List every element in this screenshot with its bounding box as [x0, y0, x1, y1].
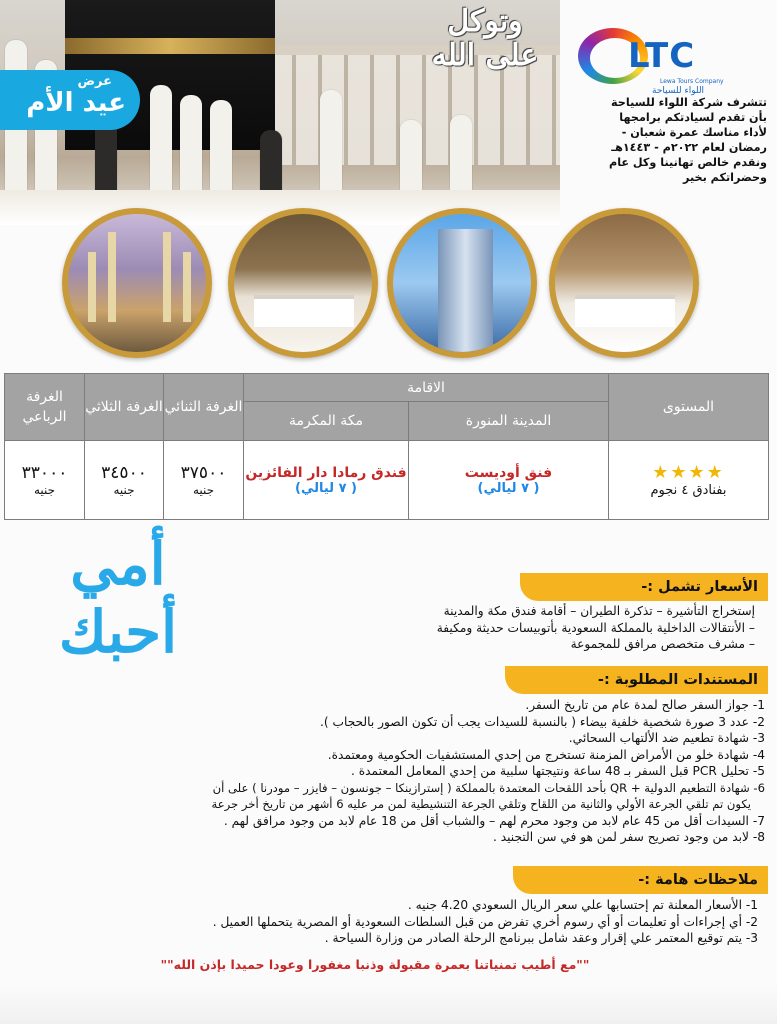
list-item: 6- شهادة التطعيم الدولية + QR بأحد اللقحات المعتمدة بالمملكة ( إسترازينكا – جونسون – فايزر – مودرنا ) على أن — [212, 780, 765, 795]
cell-madinah-hotel: فنق أوديست ( ٧ ليالي) — [409, 441, 609, 520]
photo-hotel-tower — [387, 208, 537, 358]
section-title-includes: الأسعار تشمل :- — [520, 573, 768, 601]
list-item: 4- شهادة خلو من الأمراض المزمنة تستخرج من إحدي المستشفيات الحكومية ومعتمدة. — [327, 747, 765, 762]
company-logo — [570, 20, 724, 96]
list-item: 1- جواز السفر صالح لمدة عام من تاريخ السفر. — [525, 698, 765, 712]
list-item: – الأنتقالات الداخلية بالمملكة السعودية بأتوبيسات حديثة ومكيفة — [436, 620, 755, 635]
list-item: 2- عدد 3 صورة شخصية خلفية بيضاء ( بالنسبة للسيدات يجب أن تكون الصور بالحجاب ). — [320, 714, 765, 729]
list-item: 5- تحليل PCR قبل السفر بـ 48 ساعة ونتيجتها سلبية من إحدي المعامل المعتمدة . — [351, 764, 765, 778]
pilgrim — [210, 100, 232, 195]
section-title-notes: ملاحظات هامة :- — [513, 866, 768, 894]
photo-hotel-room — [228, 208, 378, 358]
list-item: 7- السيدات أقل من 45 عام لابد من وجود محرم لهم – والشباب أقل من 18 عام لابد من وجود مرافق لهم . — [223, 813, 765, 828]
documents-list — [0, 697, 765, 846]
header-madinah: المدينة المنورة — [409, 402, 609, 441]
list-item: 3- شهادة تطعيم ضد الألتهاب السحائي. — [568, 731, 765, 745]
mothers-day-badge — [0, 70, 140, 130]
table-row — [5, 441, 769, 520]
badge-mothers-day-title: عيد الأم — [26, 88, 126, 118]
list-item: إستخراج التأشيرة – تذكرة الطيران – أقامة فندق مكة والمدينة — [443, 604, 755, 618]
header-residence: الاقامة — [244, 374, 609, 402]
closing-prayer: ""مع أطيب تمنياتنا بعمرة مقبولة وذنبا مغفورا وعودا حميدا بإذن الله"" — [160, 957, 590, 972]
header-double-room: الغرفة الثنائي — [164, 374, 244, 441]
list-item: يكون تم تلقي الجرعة الأولي والثانية من اللقاح وتلقي الجرعة التنشيطية لمن مر عليه 6 أشهر من تاريخ أخر جرعة — [211, 797, 751, 811]
cell-quad-price: ٣٣٠٠٠ جنيه — [5, 441, 85, 520]
includes-list — [300, 603, 755, 653]
cell-makkah-hotel: فندق رمادا دار الفائزين ( ٧ ليالي) — [244, 441, 409, 520]
list-item: 8- لابد من وجود تصريح سفر لمن هو في سن التجنيد . — [492, 830, 765, 844]
cell-level: ★★★★ بفنادق ٤ نجوم — [609, 441, 769, 520]
pilgrim — [180, 95, 202, 195]
list-item: 2- أي إجراءات أو تعليمات أو أي رسوم أخري تفرض من قبل السلطات السعودية أو المصرية يتحملها العميل . — [212, 914, 758, 929]
list-item: 3- يتم توقيع المعتمر علي إقرار وعقد شامل ببرنامج الرحلة الصادر من وزارة السياحة . — [324, 931, 758, 945]
list-item: – مشرف متخصص مرافق للمجموعة — [570, 637, 755, 651]
logo-subtitle-en: Lewa Tours Company — [660, 78, 724, 85]
header-quad-room: الغرفة الرباعي — [5, 374, 85, 441]
header-level: المستوى — [609, 374, 769, 441]
photo-hotel-room-2 — [549, 208, 699, 358]
calligraphy-tawakkal: وتوكل على الله — [431, 4, 539, 73]
photo-madinah-mosque — [62, 208, 212, 358]
list-item: 1- الأسعار المعلنة تم إحتسابها علي سعر الريال السعودي 4.20 جنيه . — [407, 898, 758, 912]
logo-subtitle-ar: اللواء للسياحة — [652, 86, 705, 96]
header-triple-room: الغرفة الثلاثي — [85, 374, 164, 441]
pilgrim — [320, 90, 342, 205]
notes-list — [40, 897, 758, 947]
pilgrim — [150, 85, 172, 195]
logo-text: LTC — [628, 36, 696, 76]
cell-double-price: ٣٧٥٠٠ جنيه — [164, 441, 244, 520]
star-rating-icon: ★★★★ — [652, 462, 725, 483]
cell-triple-price: ٣٤٥٠٠ جنيه — [85, 441, 164, 520]
calligraphy-mother: أمي أحبك — [58, 530, 178, 666]
header-makkah: مكة المكرمة — [244, 402, 409, 441]
kaaba-gold-band — [65, 38, 275, 54]
price-table — [4, 373, 769, 520]
section-title-documents: المستندات المطلوبة :- — [505, 666, 768, 694]
footer-fade — [0, 985, 777, 1024]
intro-text: تتشرف شركة اللواء للسياحة بأن تقدم لسيادتكم برامجها لأداء مناسك عمرة شعبان - رمضان لعام ٢٠٢٢م - ١٤٤٣هـ ونقدم خالص تهانينا وكل عام وحضراتكم بخير — [609, 96, 767, 184]
badge-offer-label: عرض — [77, 74, 112, 89]
